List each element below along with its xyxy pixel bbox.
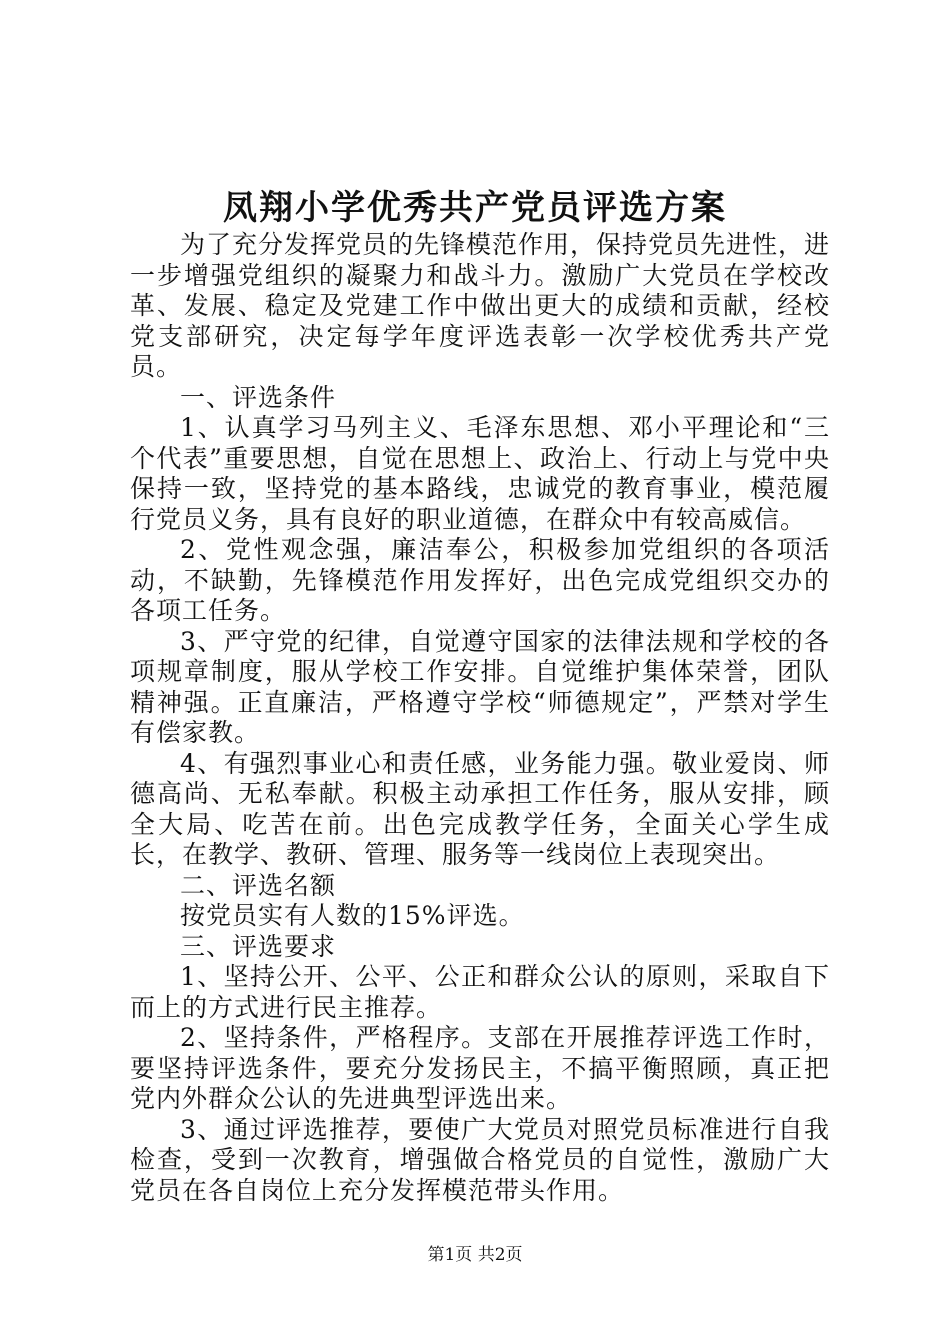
requirement-item-2: 2、坚持条件，严格程序。支部在开展推荐评选工作时，要坚持评选条件，要充分发扬民主，不搞平衡照顾，真正把党内外群众公认的先进典型评选出来。: [130, 1023, 830, 1113]
requirement-item-3: 3、通过评选推荐，要使广大党员对照党员标准进行自我检查，受到一次教育，增强做合格党员的自觉性，激励广大党员在各自岗位上充分发挥模范带头作用。: [130, 1114, 830, 1205]
criteria-item-4: 4、有强烈事业心和责任感，业务能力强。敬业爱岗、师德高尚、无私奉献。积极主动承担工作任务，服从安排，顾全大局、吃苦在前。出色完成教学任务，全面关心学生成长，在教学、教研、管理、服务等一线岗位上表现突出。: [130, 748, 830, 869]
section-heading-criteria: 一、评选条件: [180, 382, 337, 412]
section-heading-quota: 二、评选名额: [180, 870, 337, 900]
quota-paragraph: 按党员实有人数的15%评选。: [180, 901, 525, 930]
criteria-item-1: 1、认真学习马列主义、毛泽东思想、邓小平理论和“三个代表”重要思想，自觉在思想上、政治上、行动上与党中央保持一致，坚持党的基本路线，忠诚党的教育事业，模范履行党员义务，具有良好的职业道德，在群众中有较高威信。: [130, 413, 830, 534]
criteria-item-2: 2、党性观念强，廉洁奉公，积极参加党组织的各项活动，不缺勤，先锋模范作用发挥好，出色完成党组织交办的各项工任务。: [130, 535, 830, 625]
intro-paragraph: 为了充分发挥党员的先锋模范作用，保持党员先进性，进一步增强党组织的凝聚力和战斗力。激励广大党员在学校改革、发展、稳定及党建工作中做出更大的成绩和贡献，经校党支部研究，决定每学年度评选表彰一次学校优秀共产党员。: [130, 230, 831, 381]
document-body: [130, 230, 830, 1206]
section-heading-requirements: 三、评选要求: [180, 931, 337, 961]
requirement-item-1: 1、坚持公开、公平、公正和群众公认的原则，采取自下而上的方式进行民主推荐。: [130, 962, 830, 1022]
page-footer: 第1页 共2页: [427, 1245, 523, 1265]
document-title: 凤翔小学优秀共产党员评选方案: [223, 188, 727, 228]
criteria-item-3: 3、严守党的纪律，自觉遵守国家的法律法规和学校的各项规章制度，服从学校工作安排。自觉维护集体荣誉，团队精神强。正直廉洁，严格遵守学校“师德规定”，严禁对学生有偿家教。: [130, 626, 830, 747]
